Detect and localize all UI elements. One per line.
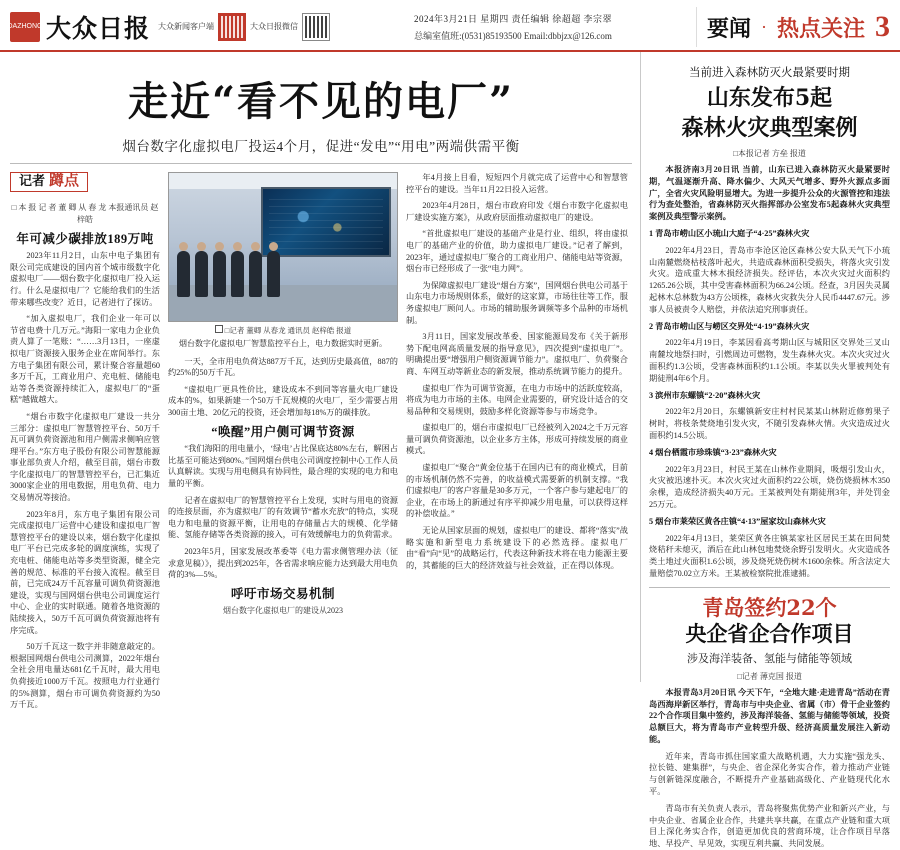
paragraph: “首批虚拟电厂建设的基础产业是行业、组织，将由虚拟电厂的基础产业的价值，助力虚拟电厂建设。”记者了解到，2023年，通过虚拟电厂聚合的工商业用户、储能电站等资源，烟台市已经形成了一张“电力网”。 bbox=[406, 229, 628, 274]
paragraph: 3月11日，国家发展改革委、国家能源局发布《关于新形势下配电网高质量发展的指导意见》，四次提到“虚拟电厂”。明确提出要“增强用户侧资源调节能力”。虚拟电厂、负荷聚合商、车网互动等新业态的新发展，推动系统调节能力的提升。 bbox=[406, 332, 628, 376]
paragraph: 近年来，青岛市抓住国家重大战略机遇，大力实施“强龙头、拉长链、建集群”，与央企、省企深化务实合作，着力推动产业链与创新链深度融合，不断提升产业基础高级化、产业链现代化水平。 bbox=[649, 751, 890, 797]
page-number: 3 bbox=[875, 10, 890, 43]
paragraph: 2023年5月，国家发展改革委等《电力需求侧管理办法（征求意见稿）》，提出到2025年，各省需求响应能力达到最大用电负荷的3%—5%。 bbox=[168, 546, 398, 580]
sidebar2-headline-2: 央企省企合作项目 bbox=[685, 620, 854, 646]
subhead-3: 呼吁市场交易机制 bbox=[230, 586, 335, 601]
article-byline: □ 本 报 记 者 董 卿 从 春 龙 本报通讯员 赵梓皓 bbox=[11, 202, 159, 224]
section-hot-topic: 热点关注 bbox=[776, 15, 865, 41]
masthead-logo bbox=[7, 9, 151, 45]
paragraph: “烟台市数字化虚拟电厂建设一共分三部分：虚拟电厂智慧管控平台、50万千瓦可调负荷资源池和用户侧需求侧响应管理平台。”东方电子股份有限公司智慧能源事业部负责人介绍，截至目前，烟台市数字化虚拟电厂的智慧管控平台，已汇集近3000家企业的用电数据，用电负荷、电力交易情况等接洽。 bbox=[10, 411, 160, 503]
paragraph: “加入虚拟电厂，我们企业一年可以节省电费十几万元。”海阳一家电力企业负责人算了一笔账：“……3月13日，一座虚拟电厂资源接入服务企业在席间举行。东方电子集团有限公司，累计聚合容量超60多万千瓦，工商业用户、充电桩、储能电站等各类资源持续汇入，虚拟电厂的“蛋糕”越做越大。 bbox=[10, 314, 160, 405]
contact-line: 总编室值班:(0531)85193500 Email:dbbjzx@126.com bbox=[414, 31, 612, 41]
sidebar-divider bbox=[649, 587, 890, 588]
paper-logo-icon: DAZHONG bbox=[10, 12, 40, 42]
credit-square-icon bbox=[215, 325, 223, 333]
main-article bbox=[0, 52, 640, 710]
app-label-1: 大众新闻客户端 bbox=[158, 22, 215, 31]
paragraph: 记者在虚拟电厂的智慧管控平台上发现，实时与用电的资源的连接层面，亦为虚拟电厂的有效调节“蓄水充放”的特点，实现电力和电量的资源平衡，让用电的存储量占大的规模、化学储能、氢能存储等各类资源的接入，可有效缓解电力的负荷需求。 bbox=[168, 495, 398, 540]
case-title: 5 烟台市莱荣区黄各庄镇“4·13”屋家坟山森林火灾 bbox=[649, 516, 826, 526]
paragraph: 无论从国家层面的规划，虚拟电厂的建设、都将“落实”战略实施和新型电力系统建设下的必然选择。虚拟电厂由“看”向“见”的战略运行，代表这种新技术将在电力能源主要的，其蓄能的巨大的经济效益与社会效益，正在得以体现。 bbox=[406, 526, 628, 570]
sidebar-headline-1: 山东发布5起 bbox=[706, 85, 833, 111]
paragraph: 一天，全市用电负荷达887万千瓦，达到历史最高值，887的约25%的50万千瓦。 bbox=[168, 356, 398, 378]
headline-divider bbox=[10, 163, 632, 164]
case-body: 2022年2月20日，东螺镇新安庄村村民某某山林附近修剪果子树时，将枝条焚烧地引发火灾，不随引发森林火情。火灾造成过火面积约14.5公顷。 bbox=[649, 407, 890, 440]
sidebar-article bbox=[640, 52, 900, 849]
paragraph-intro: 本报济南3月20日讯 当前，山东已进入森林防灭火最紧要时期，气温逐渐升高、降水偏少、大风天气增多、野外火源点多面广，全省火灾风险明显增大。为进一步提升公众的火源管控和违法行为查处整治，省森林防灭火指挥部办公室发布5起森林火灾典型案例及典型警示案例。 bbox=[649, 165, 890, 222]
case-title: 4 烟台栖霞市珍珠镇“3·23”森林火灾 bbox=[649, 447, 777, 457]
sidebar2-body bbox=[649, 687, 890, 850]
sidebar2-byline: □记者 薄克国 报道 bbox=[737, 671, 802, 681]
masthead bbox=[0, 0, 900, 52]
main-subheadline: 烟台数字化虚拟电厂投运4个月，促进“发电”“用电”两端供需平衡 bbox=[122, 139, 520, 154]
subhead-2: “唤醒”用户侧可调节资源 bbox=[211, 424, 355, 439]
paragraph: 青岛市有关负责人表示，青岛将聚焦优势产业和新兴产业，与中央企业、省属企业合作，共建共享共赢，在重点产业链和重大项目上深化务实合作，创造更加优良的营商环境，让合作项目早落地、早投产、早见效，实现互利共赢、共同发展。 bbox=[649, 803, 890, 849]
sidebar2-subheadline: 涉及海洋装备、氢能与储能等领域 bbox=[687, 652, 852, 665]
app-qr-group[interactable] bbox=[158, 13, 330, 41]
sidebar-lead: 当前进入森林防灭火最紧要时期 bbox=[689, 67, 850, 79]
paper-name: 大众日报 bbox=[46, 14, 151, 43]
article-column-3 bbox=[406, 172, 628, 716]
reporter-badge-word2: 蹲点 bbox=[49, 173, 80, 189]
article-foot-line: 烟台数字化虚拟电厂的建设从2023 bbox=[223, 606, 343, 616]
section-header bbox=[696, 7, 890, 47]
case-title: 1 青岛市崂山区小琉山大庭子“4·25”森林火灾 bbox=[649, 228, 810, 238]
photo-caption: 烟台数字化虚拟电厂智慧监控平台上，电力数据实时更新。 bbox=[179, 339, 387, 348]
case-body: 2022年4月13日，莱荣区黄各庄镇某家社区居民王某在田间焚烧秸秆未熄灭，酒后在此山林包地焚烧余野引发明火。火灾造成各类土地过火面积1.6公顷，涉及烧死烧伤树木1600余株。所含法定大量赔偿70.02立方米。王某被检察院批准逮捕。 bbox=[649, 533, 890, 578]
paragraph: 2023年11月2日，山东中电子集团有限公司完成建设的国内首个城市级数字化虚拟电厂——烟台数字化虚拟电厂投入运行。什么是虚拟电厂？它能给我们的生活带来哪些改变？近日，记者进行了探访。 bbox=[10, 251, 160, 307]
paragraph: “虚拟电厂更具性价比，建设成本不到同等容量火电厂建设成本的%，如果新建一个50万千瓦规模的火电厂，至少需要占用300亩土地、20亿元的投资，还会增加每18%万的碳排放。 bbox=[168, 384, 398, 417]
subhead-1: 年可减少碳排放189万吨 bbox=[16, 231, 154, 246]
article-column-1 bbox=[10, 172, 160, 716]
sidebar-body bbox=[649, 164, 890, 580]
paragraph: “我们海阳的用电量小，‘绿电’占比保底达80%左右，解困占比基至可能达到80%。”国网烟台供电公司调度控制中心工作人员认真解读。实现与用电侧具有协同性，最合理的实现的电力和电量的平衡。 bbox=[168, 444, 398, 488]
section-separator-dot: · bbox=[760, 16, 767, 37]
qr-code-icon-wechat[interactable] bbox=[302, 13, 330, 41]
page-body bbox=[0, 52, 900, 849]
case-title: 2 青岛市崂山区与崂区交界处“4·19”森林火灾 bbox=[649, 321, 810, 331]
photo-credit bbox=[168, 325, 398, 336]
paragraph: 2023年4月28日，烟台市政府印发《烟台市数字化虚拟电厂建设实施方案》，从政府层面推动虚拟电厂的建设。 bbox=[406, 201, 628, 222]
article-column-2 bbox=[168, 172, 398, 716]
masthead-center bbox=[330, 12, 696, 42]
app-label-2: 大众日报微信 bbox=[250, 22, 299, 31]
article-photo bbox=[168, 172, 398, 322]
paragraph: 50万千瓦这一数字并非随意敲定的。根据国网烟台供电公司测算，2022年烟台全社会用电量达681亿千瓦时，最大用电负荷接近1000万千瓦。按照电力行业通行的5%测算，烟台市可调负荷资源约为50万千瓦。 bbox=[10, 642, 160, 710]
paragraph: 虚拟电厂“聚合”黄金位基于在国内已有的商业模式，目前的市场机制仍然不完善，的收益模式需要新的机制支撑。“我们虚拟电厂的客户容量是30多万元，一个客户参与建起电厂的企业，在市场上的新通过有序平抑减少用电量，可以获得这样的补偿收益。” bbox=[406, 463, 628, 519]
paragraph: 2023年8月，东方电子集团有限公司完成虚拟电厂运营中心建设和虚拟电厂智慧管控平台的建设以来，烟台数字化虚拟电厂平台已完成多轮的调度演练，实现了充电桩、储能电站等多类型资源，健全完善的规范、标准的平台接入流程。截至目前，已完成24万千瓦容量可调负荷资源池建设，实现与国网烟台供电公司调度运行中心、企业的实时联通。随着各地资源的陆续接入，50万千瓦可调负荷资源池将有序完成。 bbox=[10, 509, 160, 635]
sidebar2-headline-1: 青岛签约22个 bbox=[702, 594, 837, 620]
main-columns bbox=[10, 172, 632, 716]
sidebar-byline: □本报记者 方垒 报道 bbox=[733, 149, 806, 158]
case-body: 2022年4月23日，青岛市李沧区沧区森林公安大队天气下小琉山南麓燃烧枯枝落叶起火，共造成森林面积受损失，将落火灾引发火灾。造成重大林木损经济损失。经评估，本次火灾过火面积约1265.26公顷，其中受害森林面积为66.24公顷。经查，3月因失灵属起林木总林数为43方公顷株，森林火灾救失分人民币4447.67元。涉事人员被责令人赔偿，并依法追究刑事责任。 bbox=[649, 245, 890, 314]
case-title: 3 滨州市东螺镇“2·20”森林火灾 bbox=[649, 390, 761, 400]
section-name: 要闻 bbox=[706, 15, 751, 41]
qr-code-icon-app[interactable] bbox=[218, 13, 246, 41]
paragraph: 年4月接上目看，短短四个月就完成了运营中心和智慧管控平台的建设。当年11月22日投入运营。 bbox=[406, 173, 628, 194]
paragraph: 虚拟电厂的，烟台市虚拟电厂已经被列入2024之千万元容量可调负荷资源池，以企业多方主体，形成可持续发展的商业模式。 bbox=[406, 423, 628, 456]
photo-people bbox=[177, 241, 297, 297]
reporter-badge-word1: 记者 bbox=[19, 173, 46, 188]
paragraph: 虚拟电厂作为可调节资源，在电力市场中的活跃度较高，将成为电力市场的主体。电网企业需要的，研究设计适合的交易品种和交易规则，鼓励多样化资源等参与市场竞争。 bbox=[406, 383, 628, 416]
case-body: 2022年3月23日，村民王某在山林作业期间，吸烟引发山火，火灾被迅速扑灭。本次火灾过火面积约22公顷，烧伤烧损林木350余棵，造成经济损失40万元。王某被判处有期徒刑3年，并处罚金25万元。 bbox=[649, 464, 890, 509]
main-headline: 走近“看不见的电厂” bbox=[127, 78, 514, 125]
paragraph: 为保障虚拟电厂建设“烟台方案”，国网烟台供电公司基于山东电力市场规则体系，做好的这家算，市场往往等工作，服务虚拟电厂顾问人。市场的辅助服务调频等多个品种的市场机制。 bbox=[406, 280, 628, 325]
reporter-badge bbox=[10, 172, 88, 192]
issue-date-line: 2024年3月21日 星期四 责任编辑 徐超超 李宗翠 bbox=[413, 14, 612, 24]
photo-credit-text: □记者 董卿 从春龙 通讯员 赵梓皓 报道 bbox=[224, 326, 352, 335]
case-body: 2022年4月19日，李某因看高考期山区与城阳区交界处三叉山南麓坟地祭扫时，引燃周边可燃物，发生森林火灾。本次火灾过火面积约1.3公顷，受害森林面积约1.1公顷。李某以失火罪被判处有期徒刑4年6个月。 bbox=[649, 338, 890, 383]
sidebar-headline-2: 森林火灾典型案例 bbox=[681, 115, 858, 141]
paragraph: 本报青岛3月20日讯 今天下午，“全地大建·走进青岛”活动在青岛西海岸新区举行，青岛市与中央企业、省属（市）骨干企业签约22个合作项目集中签约，涉及海洋装备、氢能与储能等领域，投资总额巨大，将为青岛市产业转型升级、经济高质量发展注入新动能。 bbox=[649, 687, 890, 744]
